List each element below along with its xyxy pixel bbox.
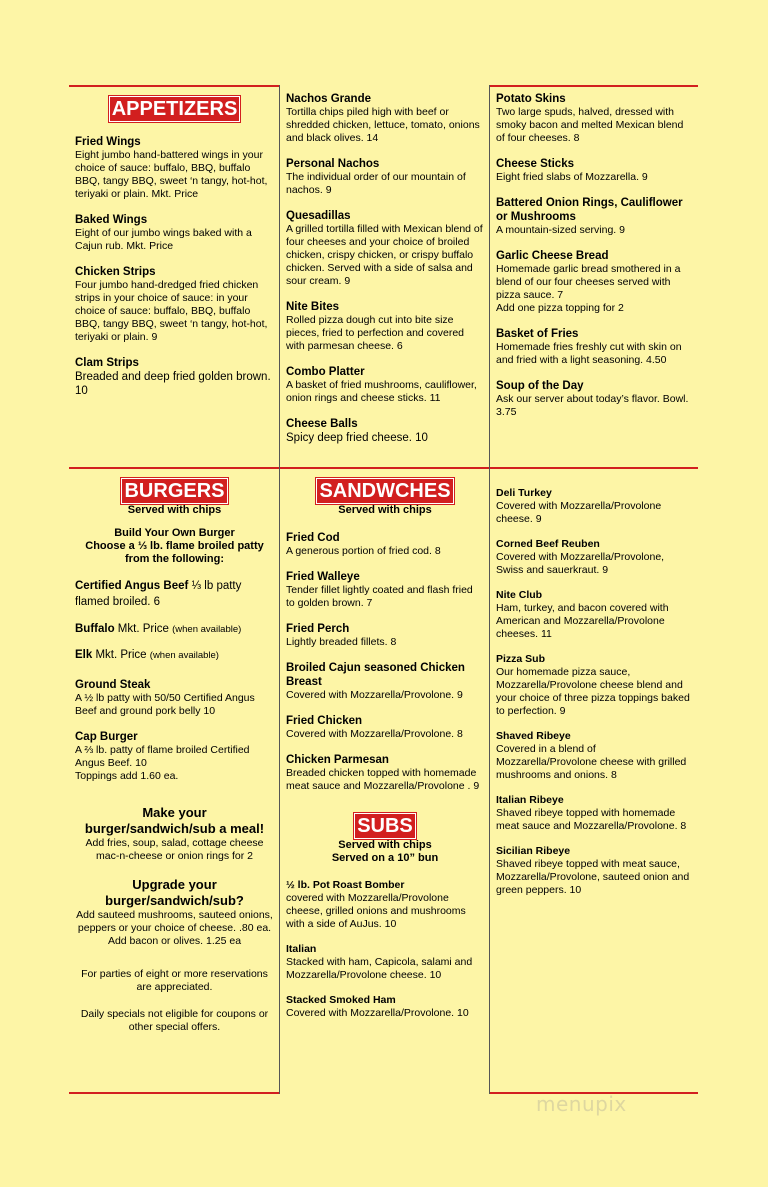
item-desc: Eight of our jumbo wings baked with a Cajun rub. Mkt. Price xyxy=(75,227,252,252)
subs-subtitle-2: Served on a 10” bun xyxy=(331,852,439,864)
item-name: Fried Perch xyxy=(286,623,350,635)
build-burger-line2: Choose a ⅓ lb. flame broiled patty xyxy=(85,540,264,552)
item-desc: Ask our server about today’s flavor. Bowl. 3.75 xyxy=(496,393,689,418)
item-desc: covered with Mozzarella/Provolone cheese, grilled onions and mushrooms with a side of AuJus. 10 xyxy=(286,892,466,930)
item-desc: Covered with Mozzarella/Provolone, Swiss and sauerkraut. 9 xyxy=(496,551,665,576)
item-name: Certified Angus Beef xyxy=(75,580,189,592)
item-name: Cheese Sticks xyxy=(496,158,574,170)
item-name: Combo Platter xyxy=(286,366,365,378)
item-desc: A basket of fried mushrooms, cauliflower, onion rings and cheese sticks. 11 xyxy=(286,379,477,404)
item-desc: A ½ lb patty with 50/50 Certified Angus Beef and ground pork belly 10 xyxy=(75,692,255,717)
item-name: Chicken Strips xyxy=(75,266,156,278)
item-desc: A generous portion of fried cod. 8 xyxy=(286,545,441,557)
appetizers-section-2 xyxy=(280,87,489,467)
item-desc: ⅓ lb patty flamed broiled. 6 xyxy=(75,580,242,608)
item-price: Mkt. Price xyxy=(114,623,173,635)
item-name: Quesadillas xyxy=(286,210,351,222)
bottom-rule-left xyxy=(69,1092,279,1094)
item-desc: Homemade fries freshly cut with skin on and fried with a light seasoning. 4.50 xyxy=(496,341,682,366)
item-name: Corned Beef Reuben xyxy=(496,538,600,550)
item-note: (when available) xyxy=(172,624,242,635)
item-name: Nachos Grande xyxy=(286,93,371,105)
item-name: Fried Walleye xyxy=(286,571,360,583)
item-desc: Ham, turkey, and bacon covered with American and Mozzarella/Provolone cheeses. 11 xyxy=(496,602,669,640)
item-desc: Spicy deep fried cheese. 10 xyxy=(286,432,428,444)
item-name: Deli Turkey xyxy=(496,487,552,499)
item-price: Mkt. Price xyxy=(92,649,150,661)
item-desc: Shaved ribeye topped with homemade meat sauce and Mozzarella/Provolone. 8 xyxy=(496,807,687,832)
item-desc: The individual order of our mountain of nachos. 9 xyxy=(286,171,466,196)
item-desc: Breaded chicken topped with homemade meat sauce and Mozzarella/Provolone . 9 xyxy=(286,767,480,792)
meal-desc: Add fries, soup, salad, cottage cheese mac-n-cheese or onion rings for 2 xyxy=(85,837,264,862)
meal-title-2: burger/sandwich/sub a meal! xyxy=(84,821,265,836)
item-extra: Toppings add 1.60 ea. xyxy=(75,770,179,782)
item-name: Italian xyxy=(286,943,317,955)
item-name: Cheese Balls xyxy=(286,418,358,430)
item-name: Nite Bites xyxy=(286,301,340,313)
item-desc: Lightly breaded fillets. 8 xyxy=(286,636,397,648)
item-name: Battered Onion Rings, Cauliflower or Mushrooms xyxy=(496,197,683,223)
build-burger-line1: Build Your Own Burger xyxy=(114,527,235,539)
build-burger-line3: from the following: xyxy=(125,553,224,565)
item-desc: Covered with Mozzarella/Provolone. 9 xyxy=(286,689,463,701)
item-name: Potato Skins xyxy=(496,93,566,105)
item-desc: Stacked with ham, Capicola, salami and Mozzarella/Provolone cheese. 10 xyxy=(286,956,473,981)
upgrade-desc-2: Add bacon or olives. 1.25 ea xyxy=(107,935,242,947)
item-desc: A ⅔ lb. patty of flame broiled Certified Angus Beef. 10 xyxy=(75,744,250,769)
item-name: Buffalo xyxy=(75,623,115,635)
subs-subtitle-1: Served with chips xyxy=(338,839,432,851)
item-desc: Four jumbo hand-dredged fried chicken strips in your choice of sauce: in your choice of sauce: buffalo, BBQ, buffalo BBQ, tangy BBQ, sweet ‘n tangy, hot-hot, teriyaki or plain. 9 xyxy=(75,279,268,343)
sandwiches-section xyxy=(280,469,489,1092)
item-name: Baked Wings xyxy=(75,214,148,226)
item-name: Italian Ribeye xyxy=(496,794,564,806)
item-name: Personal Nachos xyxy=(286,158,380,170)
appetizers-section-3 xyxy=(490,87,698,467)
item-name: Fried Wings xyxy=(75,136,141,148)
item-desc: A grilled tortilla filled with Mexican blend of four cheeses and your choice of broiled chicken, crispy chicken, or crispy buffalo chicken. Served with a side of salsa and sour cream. 9 xyxy=(286,223,483,287)
item-desc: Eight jumbo hand-battered wings in your choice of sauce: buffalo, BBQ, buffalo BBQ, tangy BBQ, sweet ‘n tangy, hot-hot, teriyaki or plain. Mkt. Price xyxy=(75,149,268,200)
item-desc: Eight fried slabs of Mozzarella. 9 xyxy=(496,171,648,183)
item-desc: Homemade garlic bread smothered in a blend of our four cheeses served with pizza sauce. 7 xyxy=(496,263,681,301)
item-desc: Covered in a blend of Mozzarella/Provolone cheese with grilled mushrooms and onions. 8 xyxy=(496,743,687,781)
specials-note: Daily specials not eligible for coupons or other special offers. xyxy=(80,1008,269,1033)
item-extra: Add one pizza topping for 2 xyxy=(496,302,624,314)
item-name: ½ lb. Pot Roast Bomber xyxy=(286,879,405,891)
upgrade-title-1: Upgrade your xyxy=(132,877,217,892)
sandwiches-section-2 xyxy=(490,469,698,1092)
item-desc: Tortilla chips piled high with beef or shredded chicken, lettuce, tomato, onions and black olives. 14 xyxy=(286,106,480,144)
item-name: Ground Steak xyxy=(75,679,151,691)
burgers-section xyxy=(69,469,279,1092)
item-name: Garlic Cheese Bread xyxy=(496,250,609,262)
item-name: Chicken Parmesan xyxy=(286,754,389,766)
watermark: menupix xyxy=(536,1092,627,1116)
item-name: Soup of the Day xyxy=(496,380,584,392)
item-desc: Breaded and deep fried golden brown. 10 xyxy=(75,371,271,397)
item-name: Fried Chicken xyxy=(286,715,363,727)
item-name: Pizza Sub xyxy=(496,653,546,665)
item-desc: Covered with Mozzarella/Provolone cheese. 9 xyxy=(496,500,662,525)
item-desc: Two large spuds, halved, dressed with smoky bacon and melted Mexican blend of four cheeses. 8 xyxy=(496,106,684,144)
item-name: Stacked Smoked Ham xyxy=(286,994,396,1006)
item-name: Elk xyxy=(75,649,93,661)
item-desc: Tender fillet lightly coated and flash fried to golden brown. 7 xyxy=(286,584,473,609)
item-name: Clam Strips xyxy=(75,357,139,369)
item-desc: Rolled pizza dough cut into bite size pieces, fried to perfection and covered with parmesan cheese. 6 xyxy=(286,314,465,352)
menu-board xyxy=(69,85,698,1094)
subs-header: SUBS xyxy=(354,813,416,839)
appetizers-section xyxy=(69,87,279,467)
item-name: Shaved Ribeye xyxy=(496,730,571,742)
item-desc: A mountain-sized serving. 9 xyxy=(496,224,625,236)
item-name: Broiled Cajun seasoned Chicken Breast xyxy=(286,662,465,688)
item-name: Nite Club xyxy=(496,589,543,601)
upgrade-title-2: burger/sandwich/sub? xyxy=(105,893,244,908)
item-note: (when available) xyxy=(149,650,219,661)
item-name: Basket of Fries xyxy=(496,328,579,340)
upgrade-desc: Add sauteed mushrooms, sauteed onions, peppers or your choice of cheese. .80 ea. xyxy=(76,909,273,934)
burgers-subtitle: Served with chips xyxy=(127,504,222,516)
appetizers-header: APPETIZERS xyxy=(109,96,241,122)
item-name: Fried Cod xyxy=(286,532,340,544)
item-name: Sicilian Ribeye xyxy=(496,845,571,857)
item-desc: Shaved ribeye topped with meat sauce, Mozzarella/Provolone, sauteed onion and green peppers. 10 xyxy=(496,858,690,896)
item-name: Cap Burger xyxy=(75,731,138,743)
sandwiches-subtitle: Served with chips xyxy=(338,504,432,516)
burgers-header: BURGERS xyxy=(121,478,227,504)
reservation-note: For parties of eight or more reservations are appreciated. xyxy=(81,968,268,993)
sandwiches-header: SANDWCHES xyxy=(316,478,453,504)
item-desc: Our homemade pizza sauce, Mozzarella/Provolone cheese blend and your choice of three pizza toppings baked to perfection. 9 xyxy=(496,666,690,717)
item-desc: Covered with Mozzarella/Provolone. 10 xyxy=(286,1007,469,1019)
item-desc: Covered with Mozzarella/Provolone. 8 xyxy=(286,728,463,740)
meal-title-1: Make your xyxy=(142,805,207,820)
